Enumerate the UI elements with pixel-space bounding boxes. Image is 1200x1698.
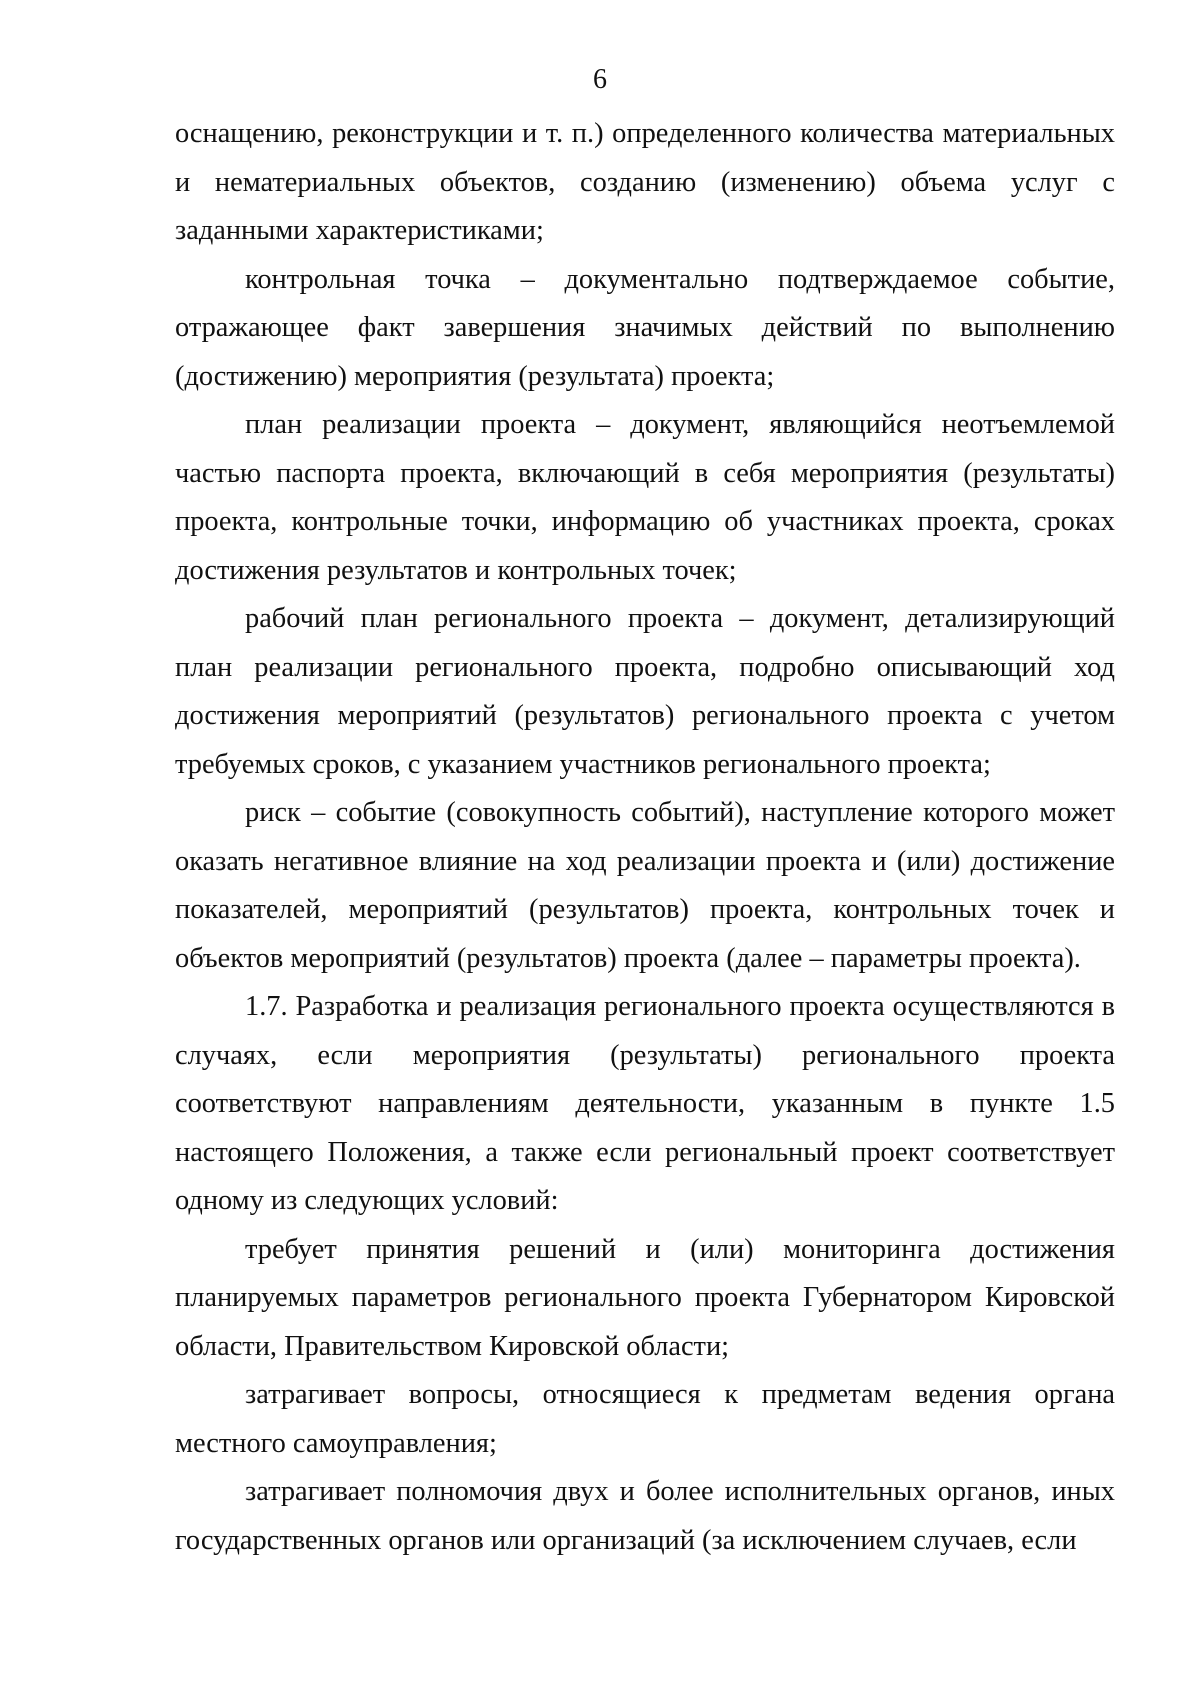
paragraph-definition-risk: риск – событие (совокупность событий), наступление которого может оказать негативное влияние на ход реализации проекта и (или) достижение показателей, мероприятий (результатов) проекта, контрольных точек и объектов мероприятий (результатов) проекта (далее – параметры проекта).: [175, 797, 1115, 974]
document-body: [175, 110, 1115, 1565]
paragraph-condition-multiple-bodies: затрагивает полномочия двух и более исполнительных органов, иных государственных органов или организаций (за исключением случаев, если: [175, 1476, 1115, 1556]
paragraph-definition-implementation-plan: план реализации проекта – документ, являющийся неотъемлемой частью паспорта проекта, включающий в себя мероприятия (результаты) проекта, контрольные точки, информацию об участниках проекта, сроках достижения результатов и контрольных точек;: [175, 409, 1115, 586]
paragraph-section-1-7: 1.7. Разработка и реализация регионального проекта осуществляются в случаях, если мероприятия (результаты) регионального проекта соответствуют направлениям деятельности, указанным в пункте 1.5 настоящего Положения, а также если региональный проект соответствует одному из следующих условий:: [175, 991, 1115, 1216]
page-number: 6: [593, 64, 607, 95]
paragraph-definition-work-plan: рабочий план регионального проекта – документ, детализирующий план реализации регионального проекта, подробно описывающий ход достижения мероприятий (результатов) регионального проекта с учетом требуемых сроков, с указанием участников регионального проекта;: [175, 603, 1115, 780]
paragraph-condition-decisions: требует принятия решений и (или) мониторинга достижения планируемых параметров регионального проекта Губернатором Кировской области, Правительством Кировской области;: [175, 1233, 1115, 1362]
paragraph-condition-local-government: затрагивает вопросы, относящиеся к предметам ведения органа местного самоуправления;: [175, 1379, 1115, 1459]
paragraph-definition-control-point: контрольная точка – документально подтверждаемое событие, отражающее факт завершения значимых действий по выполнению (достижению) мероприятия (результата) проекта;: [175, 263, 1115, 392]
paragraph-continuation: оснащению, реконструкции и т. п.) определенного количества материальных и нематериальных объектов, созданию (изменению) объема услуг с заданными характеристиками;: [175, 118, 1115, 246]
